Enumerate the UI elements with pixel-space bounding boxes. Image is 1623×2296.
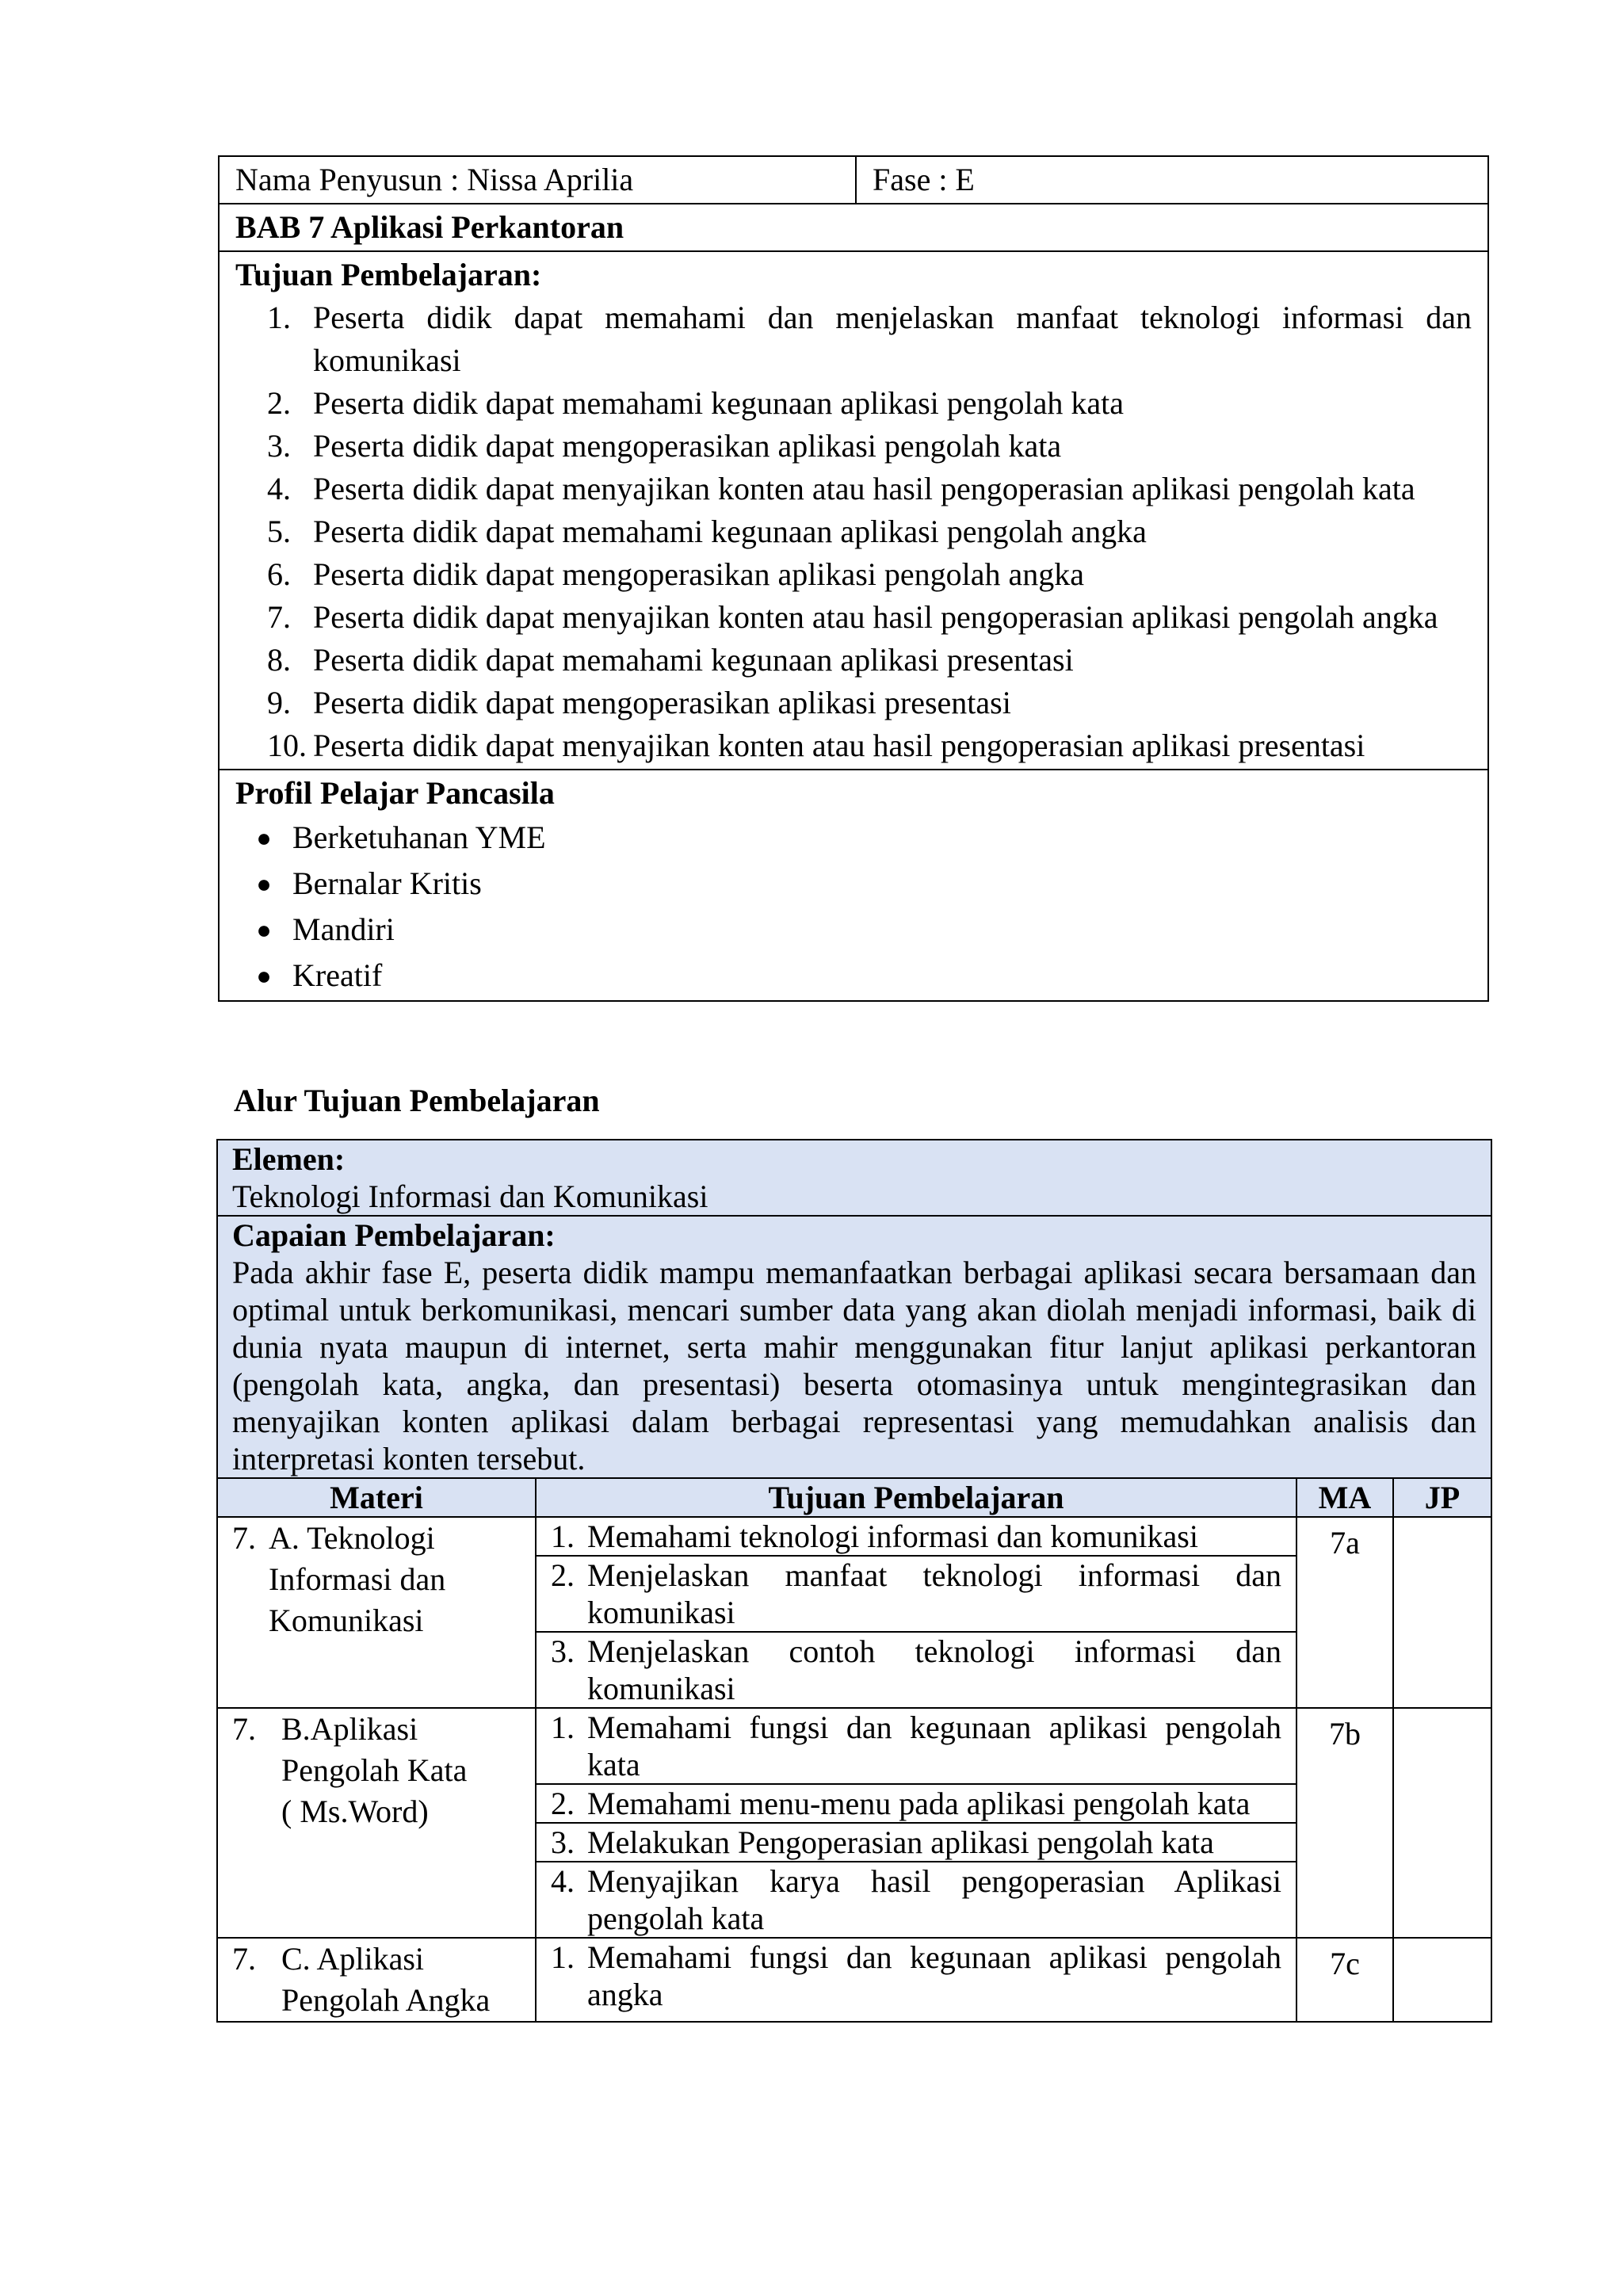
tujuan-item xyxy=(235,425,1472,468)
tujuan-sub-text: Menjelaskan manfaat teknologi informasi dan komunikasi xyxy=(587,1557,1281,1630)
tujuan-item xyxy=(235,724,1472,767)
table-row xyxy=(217,1938,1491,2022)
ma-cell xyxy=(1296,1708,1393,1938)
materi-line: Pengolah Kata xyxy=(281,1752,468,1788)
profil-item xyxy=(235,815,1472,861)
materi-line: Informasi dan xyxy=(269,1561,446,1597)
materi-line: B.Aplikasi xyxy=(281,1711,418,1747)
fase-text: Fase : E xyxy=(873,162,975,197)
tujuan-item-text: Peserta didik dapat mengoperasikan aplikasi presentasi xyxy=(313,685,1011,720)
profil-item-text: Kreatif xyxy=(292,957,383,993)
tujuan-sub-text: Memahami teknologi informasi dan komunikasi xyxy=(587,1519,1198,1554)
tujuan-item-text: Peserta didik dapat memahami kegunaan aplikasi presentasi xyxy=(313,642,1074,678)
tujuan-item-number: 2. xyxy=(267,385,291,421)
profil-title: Profil Pelajar Pancasila xyxy=(235,775,555,811)
tujuan-sub-text: Memahami menu-menu pada aplikasi pengolah kata xyxy=(587,1786,1251,1821)
tujuan-item-text: Peserta didik dapat mengoperasikan aplikasi pengolah kata xyxy=(313,428,1062,464)
tujuan-sub-row xyxy=(537,1518,1296,1556)
elemen-cell xyxy=(217,1140,1491,1216)
materi-number: 7. xyxy=(232,1711,256,1747)
materi-line: Pengolah Angka xyxy=(281,1982,491,2018)
jp-cell xyxy=(1393,1517,1491,1708)
penyusun-cell xyxy=(219,156,856,204)
tujuan-item-number: 4. xyxy=(267,471,291,506)
table-row xyxy=(217,1708,1491,1938)
elemen-label: Elemen: xyxy=(232,1141,346,1177)
bab-title: BAB 7 Aplikasi Perkantoran xyxy=(235,209,624,245)
tujuan-item xyxy=(235,382,1472,425)
tujuan-item-number: 8. xyxy=(267,642,291,678)
tujuan-item-text: Peserta didik dapat menyajikan konten atau hasil pengoperasian aplikasi presentasi xyxy=(313,728,1365,763)
tujuan-sub-text: Menjelaskan contoh teknologi informasi dan komunikasi xyxy=(587,1633,1281,1706)
ma-value: 7c xyxy=(1330,1946,1360,1981)
tujuan-sub-row xyxy=(537,1784,1296,1823)
tujuan-item-text: Peserta didik dapat memahami dan menjelaskan manfaat teknologi informasi dan komunikasi xyxy=(313,300,1472,378)
capaian-cell xyxy=(217,1216,1491,1478)
materi-line: Komunikasi xyxy=(269,1603,424,1638)
jp-cell xyxy=(1393,1938,1491,2022)
tujuan-item-number: 5. xyxy=(267,514,291,549)
materi-number: 7. xyxy=(232,1941,256,1977)
materi-number: 7. xyxy=(232,1520,256,1556)
tujuan-cell xyxy=(536,1938,1296,2022)
tujuan-item-text: Peserta didik dapat memahami kegunaan aplikasi pengolah angka xyxy=(313,514,1147,549)
tujuan-sub-text: Menyajikan karya hasil pengoperasian Aplikasi pengolah kata xyxy=(587,1863,1281,1936)
ma-value: 7a xyxy=(1330,1525,1360,1561)
bullet-icon: ● xyxy=(256,869,272,898)
capaian-text: Pada akhir fase E, peserta didik mampu memanfaatkan berbagai aplikasi secara bersamaan dan optimal untuk berkomunikasi, mencari sumber data yang akan diolah menjadi informasi, baik di dunia nyata maupun di internet, serta mahir menggunakan fitur lanjut aplikasi perkantoran (pengolah kata, angka, dan presentasi) beserta otomasinya untuk mengintegrasikan dan menyajikan konten aplikasi dalam berbagai representasi yang memudahkan analisis dan interpretasi konten tersebut. xyxy=(232,1255,1476,1477)
tujuan-item-number: 9. xyxy=(267,685,291,720)
tujuan-list xyxy=(235,296,1472,767)
tujuan-item xyxy=(235,639,1472,682)
col-jp: JP xyxy=(1393,1478,1491,1517)
materi-line: C. Aplikasi xyxy=(281,1941,425,1977)
jp-cell xyxy=(1393,1708,1491,1938)
ma-value: 7b xyxy=(1329,1716,1361,1752)
fase-cell xyxy=(856,156,1488,204)
tujuan-item xyxy=(235,596,1472,639)
materi-cell xyxy=(217,1938,536,2022)
profil-item xyxy=(235,861,1472,907)
bullet-icon: ● xyxy=(256,961,272,990)
tujuan-item xyxy=(235,468,1472,510)
tujuan-sub-row xyxy=(537,1862,1296,1937)
tujuan-item-text: Peserta didik dapat menyajikan konten atau hasil pengoperasian aplikasi pengolah angka xyxy=(313,599,1438,635)
identity-table xyxy=(218,155,1489,1002)
tujuan-sub-number: 1. xyxy=(551,1939,575,1975)
atp-table xyxy=(216,1139,1492,2023)
tujuan-sub-number: 3. xyxy=(551,1633,575,1669)
tujuan-item xyxy=(235,682,1472,724)
materi-line: A. Teknologi xyxy=(269,1520,435,1556)
tujuan-item xyxy=(235,553,1472,596)
ma-cell xyxy=(1296,1938,1393,2022)
tujuan-item xyxy=(235,296,1472,382)
tujuan-item-text: Peserta didik dapat memahami kegunaan aplikasi pengolah kata xyxy=(313,385,1124,421)
tujuan-sub-number: 2. xyxy=(551,1786,575,1821)
tujuan-item-number: 10. xyxy=(267,728,307,763)
tujuan-cell xyxy=(536,1708,1296,1938)
atp-heading: Alur Tujuan Pembelajaran xyxy=(234,1083,600,1118)
tujuan-sub-row xyxy=(537,1556,1296,1632)
profil-list xyxy=(235,815,1472,999)
tujuan-item-number: 7. xyxy=(267,599,291,635)
profil-item-text: Berketuhanan YME xyxy=(292,819,546,855)
tujuan-sub-text: Memahami fungsi dan kegunaan aplikasi pengolah angka xyxy=(587,1939,1281,2012)
profil-item xyxy=(235,953,1472,999)
elemen-value: Teknologi Informasi dan Komunikasi xyxy=(232,1179,708,1214)
tujuan-item-number: 1. xyxy=(267,300,291,335)
profil-cell xyxy=(219,770,1488,1001)
tujuan-sub-number: 4. xyxy=(551,1863,575,1899)
tujuan-sub-text: Memahami fungsi dan kegunaan aplikasi pengolah kata xyxy=(587,1710,1281,1782)
tujuan-sub-number: 1. xyxy=(551,1710,575,1745)
materi-line: ( Ms.Word) xyxy=(281,1794,429,1829)
tujuan-sub-row xyxy=(537,1939,1296,2013)
materi-cell xyxy=(217,1517,536,1708)
tujuan-cell xyxy=(536,1517,1296,1708)
bab-cell xyxy=(219,204,1488,251)
tujuan-title: Tujuan Pembelajaran: xyxy=(235,257,542,292)
profil-item-text: Mandiri xyxy=(292,911,395,947)
tujuan-sub-row xyxy=(537,1823,1296,1862)
col-materi: Materi xyxy=(217,1478,536,1517)
col-ma: MA xyxy=(1296,1478,1393,1517)
tujuan-item-text: Peserta didik dapat menyajikan konten atau hasil pengoperasian aplikasi pengolah kata xyxy=(313,471,1415,506)
tujuan-cell xyxy=(219,251,1488,770)
tujuan-sub-number: 1. xyxy=(551,1519,575,1554)
tujuan-sub-row xyxy=(537,1632,1296,1707)
bullet-icon: ● xyxy=(256,823,272,852)
ma-cell xyxy=(1296,1517,1393,1708)
bullet-icon: ● xyxy=(256,915,272,944)
table-row xyxy=(217,1517,1491,1708)
penyusun-text: Nama Penyusun : Nissa Aprilia xyxy=(235,162,634,197)
col-tujuan: Tujuan Pembelajaran xyxy=(536,1478,1296,1517)
capaian-label: Capaian Pembelajaran: xyxy=(232,1217,556,1253)
materi-cell xyxy=(217,1708,536,1938)
tujuan-item-number: 6. xyxy=(267,556,291,592)
tujuan-item-number: 3. xyxy=(267,428,291,464)
profil-item-text: Bernalar Kritis xyxy=(292,865,482,901)
profil-item xyxy=(235,907,1472,953)
tujuan-sub-row xyxy=(537,1709,1296,1784)
tujuan-item xyxy=(235,510,1472,553)
tujuan-sub-text: Melakukan Pengoperasian aplikasi pengolah kata xyxy=(587,1824,1214,1860)
tujuan-sub-number: 3. xyxy=(551,1824,575,1860)
tujuan-item-text: Peserta didik dapat mengoperasikan aplikasi pengolah angka xyxy=(313,556,1085,592)
tujuan-sub-number: 2. xyxy=(551,1557,575,1593)
